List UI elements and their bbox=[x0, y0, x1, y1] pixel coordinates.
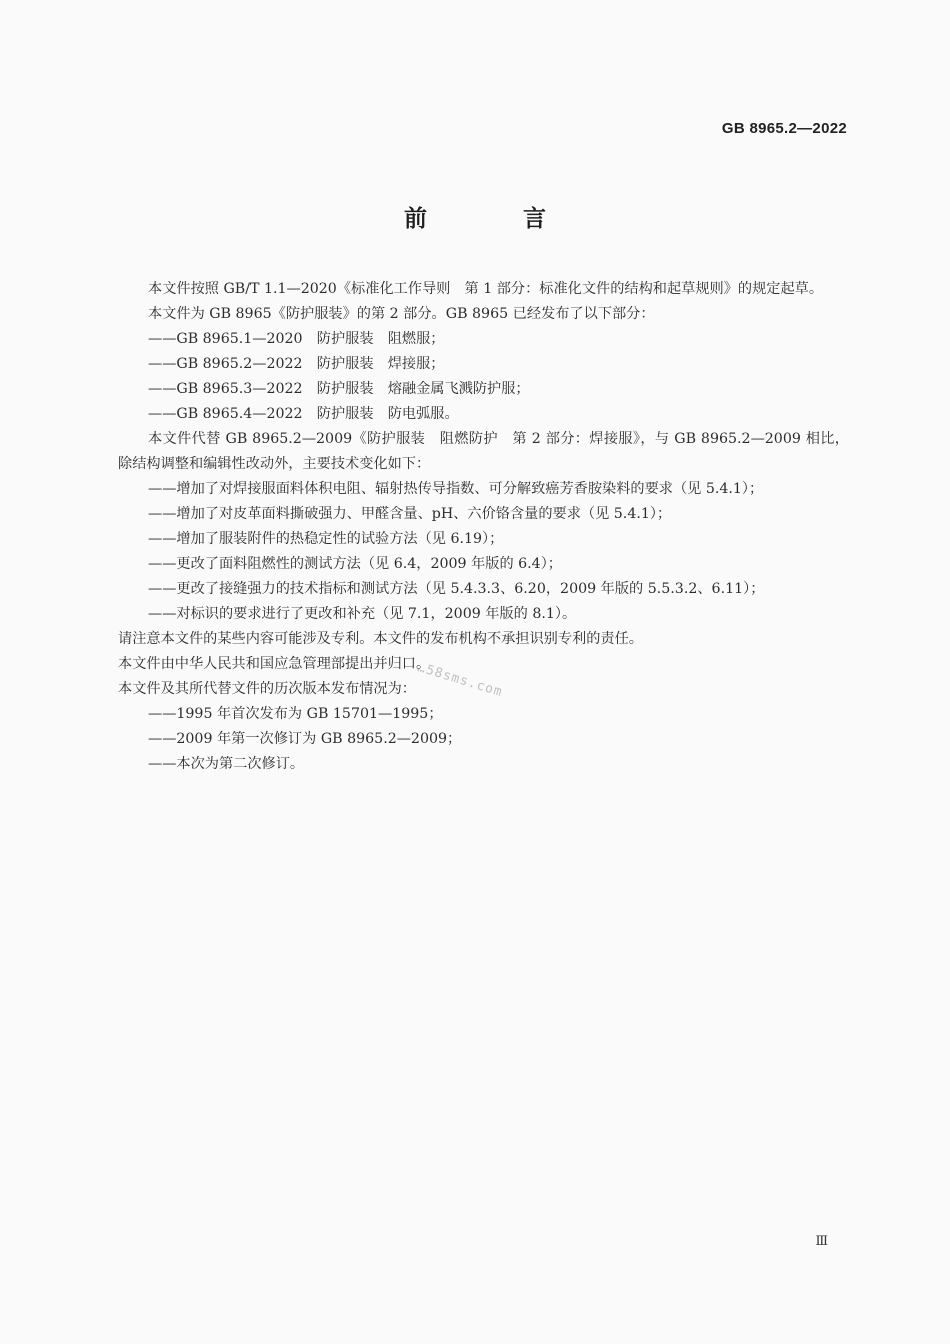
foreword-body bbox=[118, 277, 849, 777]
list-item: ——GB 8965.1—2020 防护服装 阻燃服； bbox=[148, 331, 445, 347]
list-item: ——更改了面料阻燃性的测试方法（见 6.4，2009 年版的 6.4）； bbox=[148, 556, 562, 572]
list-item: ——对标识的要求进行了更改和补充（见 7.1，2009 年版的 8.1）。 bbox=[148, 606, 577, 622]
paragraph: 本文件及其所代替文件的历次版本发布情况为： bbox=[118, 681, 416, 697]
list-item: ——增加了服装附件的热稳定性的试验方法（见 6.19）； bbox=[148, 531, 504, 547]
paragraph: 请注意本文件的某些内容可能涉及专利。本文件的发布机构不承担识别专利的责任。 bbox=[118, 631, 643, 647]
list-item: ——1995 年首次发布为 GB 15701—1995； bbox=[148, 706, 443, 722]
paragraph: 本文件代替 GB 8965.2—2009《防护服装 阻燃防护 第 2 部分：焊接服》，与 GB 8965.2—2009 相比，除结构调整和编辑性改动外，主要技术变化如下： bbox=[118, 431, 849, 472]
paragraph: 本文件为 GB 8965《防护服装》的第 2 部分。GB 8965 已经发布了以下部分： bbox=[148, 306, 655, 322]
list-item: ——增加了对焊接服面料体积电阻、辐射热传导指数、可分解致癌芳香胺染料的要求（见 5.4.1）； bbox=[148, 481, 764, 497]
page-title: 前 言 bbox=[403, 205, 590, 232]
list-item: ——本次为第二次修订。 bbox=[148, 756, 305, 772]
standard-code: GB 8965.2—2022 bbox=[721, 120, 847, 137]
list-item: ——GB 8965.3—2022 防护服装 熔融金属飞溅防护服； bbox=[148, 381, 530, 397]
list-item: ——GB 8965.2—2022 防护服装 焊接服； bbox=[148, 356, 445, 372]
watermark: …58sms.com bbox=[415, 660, 505, 701]
list-item: ——更改了接缝强力的技术指标和测试方法（见 5.4.3.3、6.20，2009 年版的 5.5.3.2、6.11）； bbox=[148, 581, 765, 597]
paragraph: 本文件由中华人民共和国应急管理部提出并归口。 bbox=[118, 656, 431, 672]
page-number: Ⅲ bbox=[815, 1234, 828, 1249]
list-item: ——GB 8965.4—2022 防护服装 防电弧服。 bbox=[148, 406, 459, 422]
list-item: ——2009 年第一次修订为 GB 8965.2—2009； bbox=[148, 731, 462, 747]
paragraph: 本文件按照 GB/T 1.1—2020《标准化工作导则 第 1 部分：标准化文件的结构和起草规则》的规定起草。 bbox=[148, 281, 824, 297]
list-item: ——增加了对皮革面料撕破强力、甲醛含量、pH、六价铬含量的要求（见 5.4.1）； bbox=[148, 506, 672, 522]
